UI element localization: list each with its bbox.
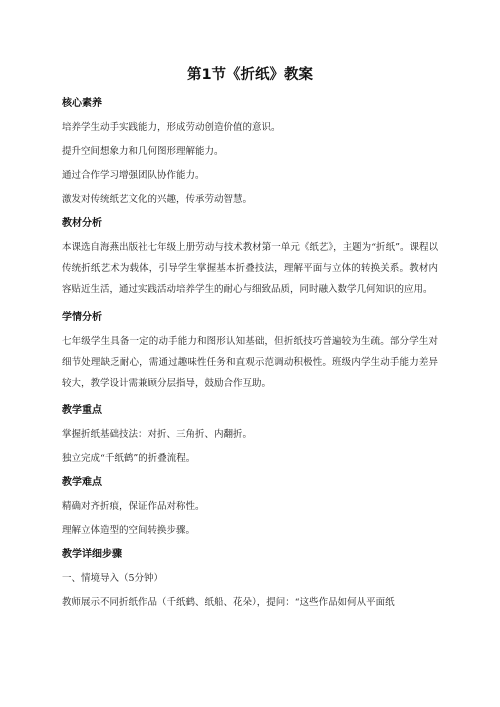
key-item: 掌握折纸基础技法：对折、三角折、内翻折。 [62,429,253,441]
students-paragraph: 七年级学生具备一定的动手能力和图形认知基础，但折纸技巧普遍较为生疏。部分学生对细节处理缺乏耐心，需通过趣味性任务和直观示范调动积极性。班级内学生动手能力差异较大，教学设计需兼顾分层指导，鼓励合作互助。 [62,335,438,390]
difficult-item: 理解立体造型的空间转换步骤。 [62,525,196,537]
section-heading-core: 核心素养 [62,98,102,109]
core-item: 激发对传统纸艺文化的兴趣，传承劳动智慧。 [62,194,253,205]
section-heading-difficult: 教学难点 [62,477,102,489]
material-paragraph: 本课选自海燕出版社七年级上册劳动与技术教材第一单元《纸艺》，主题为“折纸”。课程以传统折纸艺术为载体，引导学生掌握基本折叠技法，理解平面与立体的转换关系。教材内容贴近生活，通过实践活动培养学生的耐心与细致品质，同时融入数学几何知识的应用。 [62,242,438,296]
steps-subheading: 一、情境导入（5分钟） [62,573,164,585]
section-heading-key: 教学重点 [62,405,102,417]
difficult-item: 精确对齐折痕，保证作品对称性。 [62,501,205,513]
document-body [62,96,438,619]
section-heading-material: 教材分析 [62,218,102,229]
core-item: 培养学生动手实践能力，形成劳动创造价值的意识。 [62,122,281,133]
core-item: 通过合作学习增强团队协作能力。 [62,170,205,181]
page-title: 第1节《折纸》教案 [186,67,314,83]
section-heading-students: 学情分析 [62,311,102,323]
key-item: 独立完成“千纸鹤”的折叠流程。 [62,453,196,465]
core-item: 提升空间想象力和几何图形理解能力。 [62,146,224,157]
section-heading-steps: 教学详细步骤 [62,549,122,561]
steps-paragraph: 教师展示不同折纸作品（千纸鹤、纸船、花朵），提问：“这些作品如何从平面纸 [62,597,395,609]
